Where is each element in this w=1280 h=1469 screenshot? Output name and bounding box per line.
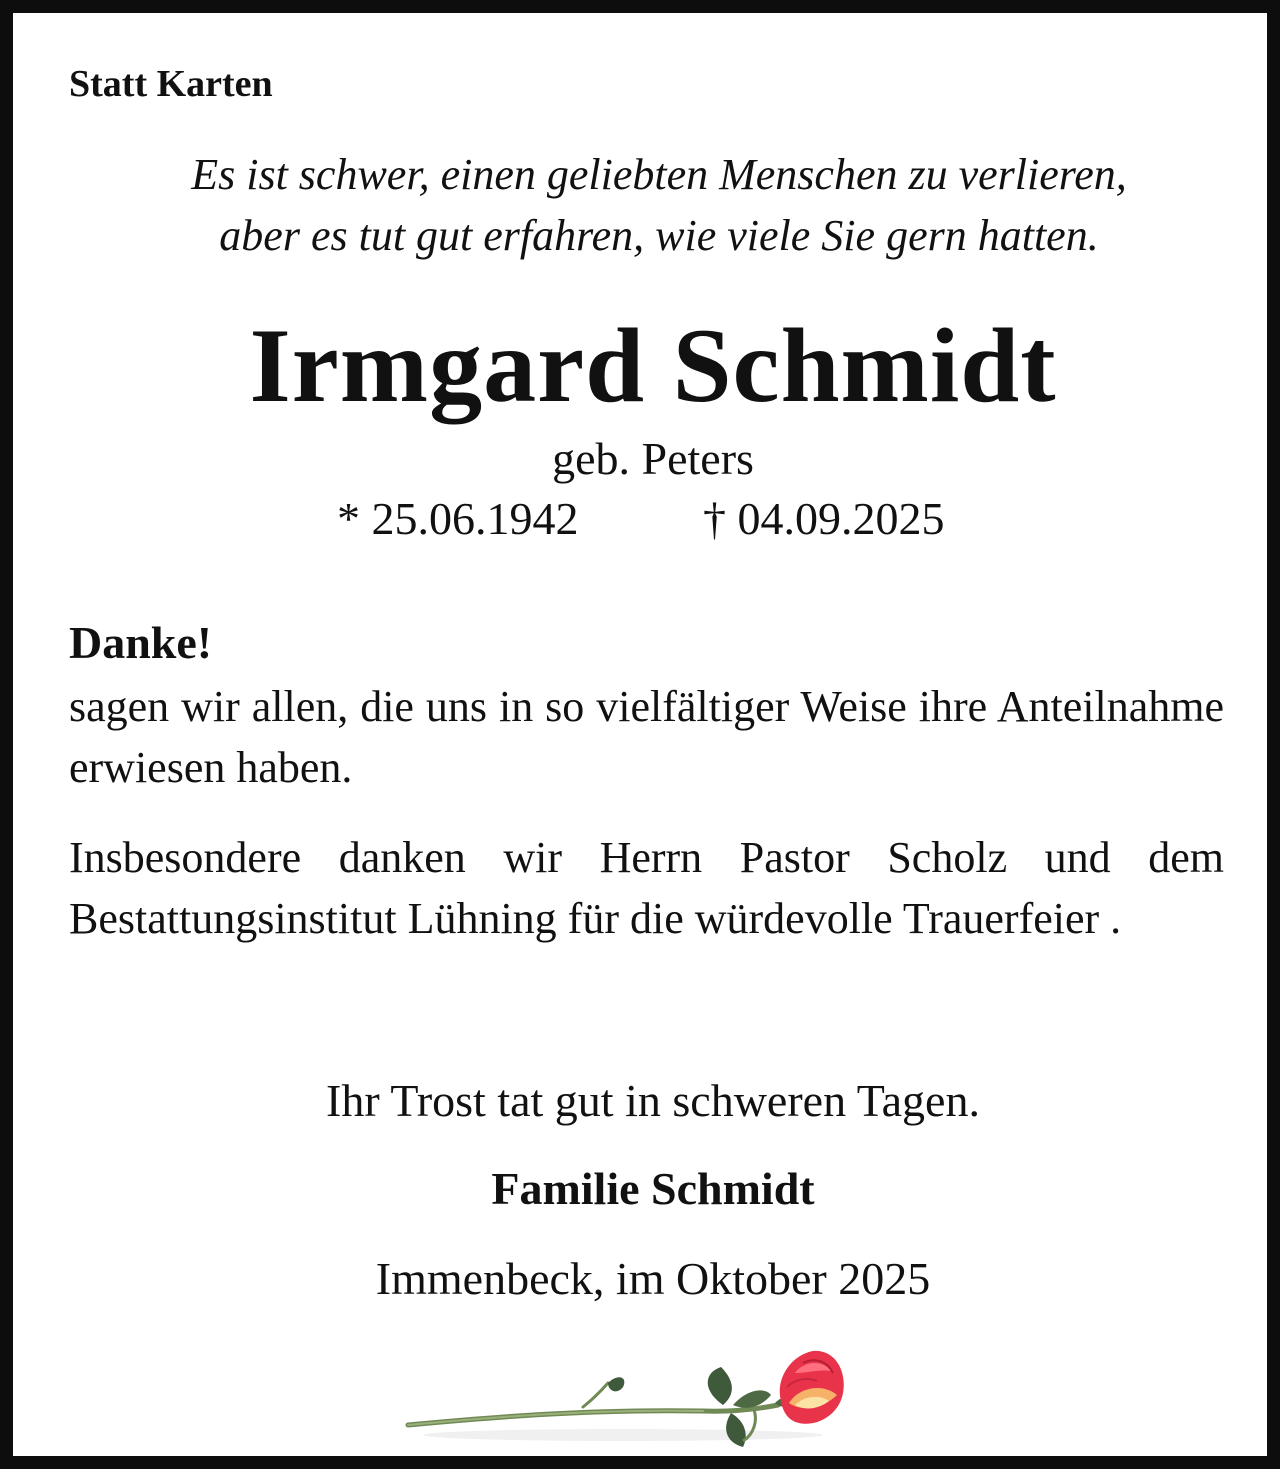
family-signature: Familie Schmidt xyxy=(491,1163,815,1214)
rose-icon xyxy=(403,1343,853,1453)
thanks-heading: Danke! xyxy=(69,617,213,668)
maiden-name: geb. Peters xyxy=(552,433,754,484)
place-and-date: Immenbeck, im Oktober 2025 xyxy=(375,1253,931,1304)
header-statt-karten: Statt Karten xyxy=(69,63,273,105)
motto-line-1: Es ist schwer, einen geliebten Menschen zu verlieren, xyxy=(191,150,1127,199)
birth-date: * 25.06.1942 xyxy=(337,493,579,544)
death-date: † 04.09.2025 xyxy=(703,493,945,544)
thanks-text: sagen wir allen, die uns in so vielfältiger Weise ihre Anteilnahme erwiesen haben. xyxy=(69,682,1224,792)
closing-line: Ihr Trost tat gut in schweren Tagen. xyxy=(326,1075,980,1126)
motto-line-2: aber es tut gut erfahren, wie viele Sie gern hatten. xyxy=(219,211,1099,260)
deceased-name: Irmgard Schmidt xyxy=(249,307,1057,424)
special-thanks-text: Insbesondere danken wir Herrn Pastor Scholz und dem Bestattungsinstitut Lühning für die würdevolle Trauerfeier . xyxy=(69,833,1224,943)
